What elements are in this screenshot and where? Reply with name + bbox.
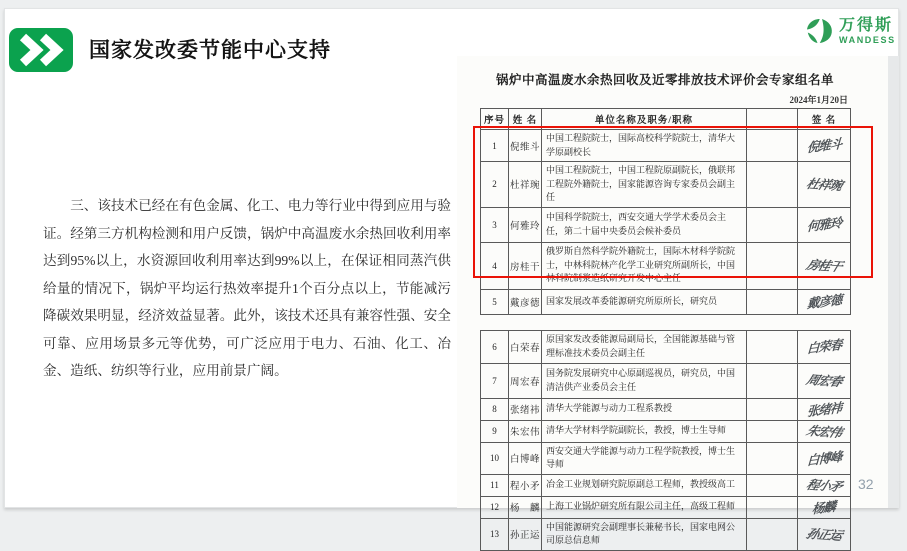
cell-index: 12: [481, 496, 509, 518]
col-header-org: 单位名称及职务/职称: [542, 109, 747, 130]
wandess-leaf-icon: [804, 16, 834, 46]
handwritten-signature: 朱宏伟: [804, 422, 844, 440]
double-chevron-icon: [15, 33, 67, 67]
cell-name: 白荣春: [509, 330, 542, 363]
table-row: [481, 162, 851, 208]
cell-index: 3: [481, 207, 509, 242]
handwritten-signature: 何雅玲: [806, 214, 842, 235]
table-row: [481, 496, 851, 518]
cell-index: 9: [481, 420, 509, 442]
cell-org-title: 中国能源研究会副理事长兼秘书长，国家电网公司原总信息师: [542, 518, 747, 550]
cell-index: 10: [481, 442, 509, 474]
cell-name: 朱宏伟: [509, 420, 542, 442]
cell-signature: [798, 442, 851, 474]
cell-org-title: 国家发展改革委能源研究所原所长，研究员: [542, 289, 747, 314]
cell-blank: [747, 420, 798, 442]
handwritten-signature: 孙正运: [804, 525, 844, 543]
cell-signature: [798, 363, 851, 398]
cell-signature: [798, 289, 851, 314]
cell-org-title: 俄罗斯自然科学院外籍院士，国际木材科学院院士，中林科院林产化学工业研究所副所长，中国林科院制浆造纸研究开发中心主任: [542, 242, 747, 289]
cell-name: 房桂干: [509, 242, 542, 289]
cell-index: 7: [481, 363, 509, 398]
cell-signature: [798, 496, 851, 518]
cell-blank: [747, 289, 798, 314]
cell-org-title: 中国科学院院士，西安交通大学学术委员会主任，第二十届中央委员会候补委员: [542, 207, 747, 242]
table-row: [481, 289, 851, 314]
title-bullet-icon: [9, 28, 73, 72]
cell-name: 张绪祎: [509, 398, 542, 420]
handwritten-signature: 张绪祎: [806, 399, 842, 419]
col-header-name: 姓 名: [509, 109, 542, 130]
cell-signature: [798, 474, 851, 496]
expert-table-bottom: [480, 330, 851, 551]
cell-signature: [798, 207, 851, 242]
cell-name: 何雅玲: [509, 207, 542, 242]
cell-blank: [747, 363, 798, 398]
cell-blank: [747, 207, 798, 242]
cell-name: 倪维斗: [509, 130, 542, 162]
cell-signature: [798, 518, 851, 550]
handwritten-signature: 杜祥琬: [804, 175, 844, 193]
table-row: [481, 420, 851, 442]
table-header-row: [481, 109, 851, 130]
handwritten-signature: 倪维斗: [806, 135, 842, 156]
logo-name-en: WANDESS: [839, 34, 896, 45]
cell-signature: [798, 130, 851, 162]
table-row: [481, 207, 851, 242]
col-header-index: 序号: [481, 109, 509, 130]
cell-blank: [747, 496, 798, 518]
cell-blank: [747, 242, 798, 289]
cell-index: 4: [481, 242, 509, 289]
scan-edge-shadow: [888, 56, 899, 508]
scanned-document: [457, 56, 899, 545]
table-row: [481, 398, 851, 420]
expert-table-top: [480, 108, 851, 315]
cell-index: 5: [481, 289, 509, 314]
cell-org-title: 冶金工业规划研究院原副总工程师，教授级高工: [542, 474, 747, 496]
cell-signature: [798, 330, 851, 363]
cell-blank: [747, 130, 798, 162]
cell-index: 2: [481, 162, 509, 208]
cell-org-title: 清华大学材料学院副院长，教授，博士生导师: [542, 420, 747, 442]
cell-org-title: 中国工程院院士，国际高校科学院院士，清华大学原副校长: [542, 130, 747, 162]
handwritten-signature: 白博峰: [806, 448, 842, 468]
cell-index: 1: [481, 130, 509, 162]
cell-signature: [798, 398, 851, 420]
cell-blank: [747, 518, 798, 550]
cell-org-title: 国务院发展研究中心原副巡视员，研究员，中国清洁供产业委员会主任: [542, 363, 747, 398]
cell-blank: [747, 330, 798, 363]
expert-table-wrap: [480, 108, 850, 551]
cell-name: 杜祥琬: [509, 162, 542, 208]
cell-blank: [747, 474, 798, 496]
cell-index: 8: [481, 398, 509, 420]
handwritten-signature: 周宏春: [804, 371, 844, 390]
cell-name: 孙正运: [509, 518, 542, 550]
document-title: 锅炉中高温废水余热回收及近零排放技术评价会专家组名单: [495, 73, 834, 87]
handwritten-signature: 房桂干: [804, 256, 844, 275]
cell-index: 6: [481, 330, 509, 363]
cell-name: 杨 麟: [509, 496, 542, 518]
body-paragraph: 三、该技术已经在有色金属、化工、电力等行业中得到应用与验证。经第三方机构检测和用户反馈，锅炉中高温废水余热回收利用率达到95%以上，水资源回收利用率达到99%以上，在保证相同蒸汽供给量的情况下，锅炉平均运行热效率提升1个百分点以上，节能减污降碳效果明显，经济效益显著。此外，该技术还具有兼容性强、安全可靠、应用场景多元等优势，可广泛应用于电力、石油、化工、冶金、造纸、纺织等行业，应用前景广阔。: [43, 198, 451, 378]
col-header-blank: [747, 109, 798, 130]
table-row: [481, 130, 851, 162]
table-row: [481, 442, 851, 474]
cell-blank: [747, 162, 798, 208]
logo-name-cn: 万得斯: [839, 16, 894, 34]
cell-index: 13: [481, 518, 509, 550]
cell-name: 程小矛: [509, 474, 542, 496]
col-header-signature: 签 名: [798, 109, 851, 130]
cell-name: 白博峰: [509, 442, 542, 474]
cell-blank: [747, 442, 798, 474]
cell-signature: [798, 420, 851, 442]
table-row: [481, 363, 851, 398]
handwritten-signature: 白荣春: [806, 336, 842, 357]
cell-org-title: 清华大学能源与动力工程系教授: [542, 398, 747, 420]
cell-org-title: 西安交通大学能源与动力工程学院教授，博士生导师: [542, 442, 747, 474]
cell-org-title: 中国工程院院士，中国工程院原副院长，俄联邦工程院外籍院士，国家能源咨询专家委员会副主任: [542, 162, 747, 208]
table-row: [481, 474, 851, 496]
cell-index: 11: [481, 474, 509, 496]
table-row: [481, 518, 851, 550]
handwritten-signature: 杨麟: [812, 497, 836, 517]
cell-name: 戴彦德: [509, 289, 542, 314]
cell-signature: [798, 242, 851, 289]
page-number: 32: [858, 476, 874, 492]
handwritten-signature: 程小矛: [804, 476, 844, 494]
cell-org-title: 上海工业锅炉研究所有限公司主任，高级工程师: [542, 496, 747, 518]
page-title: 国家发改委节能中心支持: [89, 39, 331, 62]
cell-signature: [798, 162, 851, 208]
handwritten-signature: 戴彦德: [806, 291, 842, 312]
slide: [4, 8, 899, 545]
table-row: [481, 330, 851, 363]
table-row: [481, 242, 851, 289]
document-date: 2024年1月20日: [789, 95, 848, 105]
cell-org-title: 原国家发改委能源局副局长，全国能源基础与管理标准技术委员会副主任: [542, 330, 747, 363]
cell-blank: [747, 398, 798, 420]
logo: [804, 16, 896, 46]
cell-name: 周宏春: [509, 363, 542, 398]
